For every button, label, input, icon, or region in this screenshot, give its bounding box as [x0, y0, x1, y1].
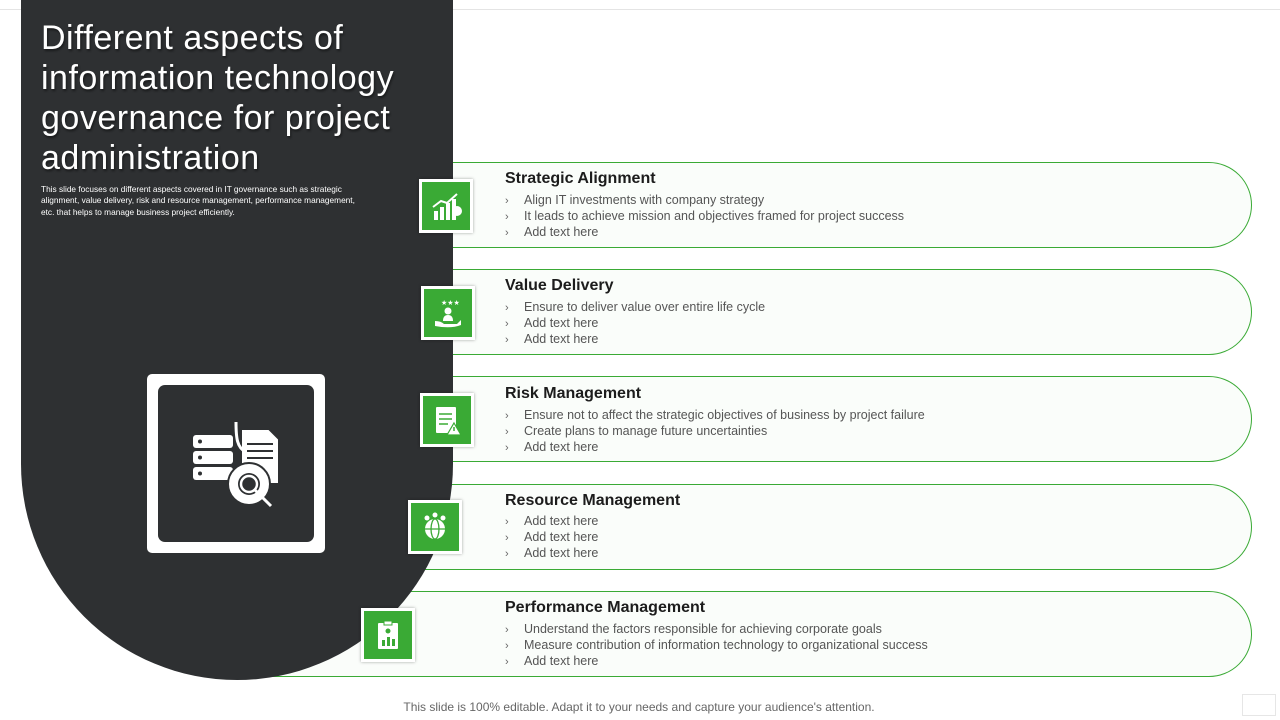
bullet-item: › Ensure not to affect the strategic objectives of business by project failure [505, 408, 925, 422]
chevron-right-icon: › [505, 640, 509, 652]
aspect-bullet-list [505, 192, 904, 240]
clipboard-chart-icon [371, 618, 405, 652]
aspect-icon-box [408, 500, 462, 554]
chevron-right-icon: › [505, 624, 509, 636]
chevron-right-icon: › [505, 211, 509, 223]
bullet-item: › Align IT investments with company strategy [505, 193, 765, 207]
slide-subtitle: This slide focuses on different aspects covered in IT governance such as strategic alignment, value delivery, risk and resource management, performance management, etc. that helps to manage business project efficiently. [41, 184, 355, 217]
chevron-right-icon: › [505, 195, 509, 207]
aspect-title: Resource Management [505, 492, 681, 509]
hand-person-stars-icon [431, 296, 465, 330]
aspect-bullet-list [505, 513, 598, 561]
aspect-title: Performance Management [505, 599, 706, 616]
bullet-item: › It leads to achieve mission and objectives framed for project success [505, 209, 905, 223]
aspect-icon-box [361, 608, 415, 662]
aspect-icon-box [419, 179, 473, 233]
bullet-item: › Add text here [505, 440, 599, 454]
growth-chart-icon [429, 189, 463, 223]
chevron-right-icon: › [505, 516, 509, 528]
aspect-title: Value Delivery [505, 277, 614, 294]
chevron-right-icon: › [505, 410, 509, 422]
chevron-right-icon: › [505, 548, 509, 560]
database-document-gear-magnifier-icon [191, 418, 281, 508]
aspect-title: Strategic Alignment [505, 170, 656, 187]
central-icon-frame [147, 374, 325, 553]
footer-note: This slide is 100% editable. Adapt it to your needs and capture your audience's attention. [403, 700, 875, 714]
chevron-right-icon: › [505, 318, 509, 330]
bullet-item: › Add text here [505, 546, 599, 560]
chevron-right-icon: › [505, 426, 509, 438]
aspect-bullet-list [505, 299, 765, 347]
aspect-bullet-list [505, 407, 925, 455]
bullet-item: › Add text here [505, 654, 599, 668]
aspect-icon-box [420, 393, 474, 447]
aspect-title: Risk Management [505, 385, 642, 402]
bullet-item: › Measure contribution of information technology to organizational success [505, 638, 928, 652]
bullet-item: › Add text here [505, 225, 599, 239]
bullet-item: › Create plans to manage future uncertainties [505, 424, 768, 438]
chevron-right-icon: › [505, 656, 509, 668]
aspect-bullet-list [505, 621, 928, 669]
checklist-warning-icon [430, 403, 464, 437]
bullet-item: › Add text here [505, 332, 599, 346]
chevron-right-icon: › [505, 334, 509, 346]
people-globe-icon [418, 510, 452, 544]
svg-text:★★★: ★★★ [441, 299, 460, 307]
chevron-right-icon: › [505, 227, 509, 239]
bullet-item: › Ensure to deliver value over entire life cycle [505, 300, 766, 314]
chevron-right-icon: › [505, 532, 509, 544]
chevron-right-icon: › [505, 442, 509, 454]
bullet-item: › Understand the factors responsible for achieving corporate goals [505, 622, 882, 636]
bullet-item: › Add text here [505, 514, 599, 528]
slide-title: Different aspects of information technology governance for project administration [41, 19, 395, 177]
bullet-item: › Add text here [505, 316, 599, 330]
aspect-icon-box [421, 286, 475, 340]
bullet-item: › Add text here [505, 530, 599, 544]
slide-corner-box [1242, 694, 1276, 716]
chevron-right-icon: › [505, 302, 509, 314]
